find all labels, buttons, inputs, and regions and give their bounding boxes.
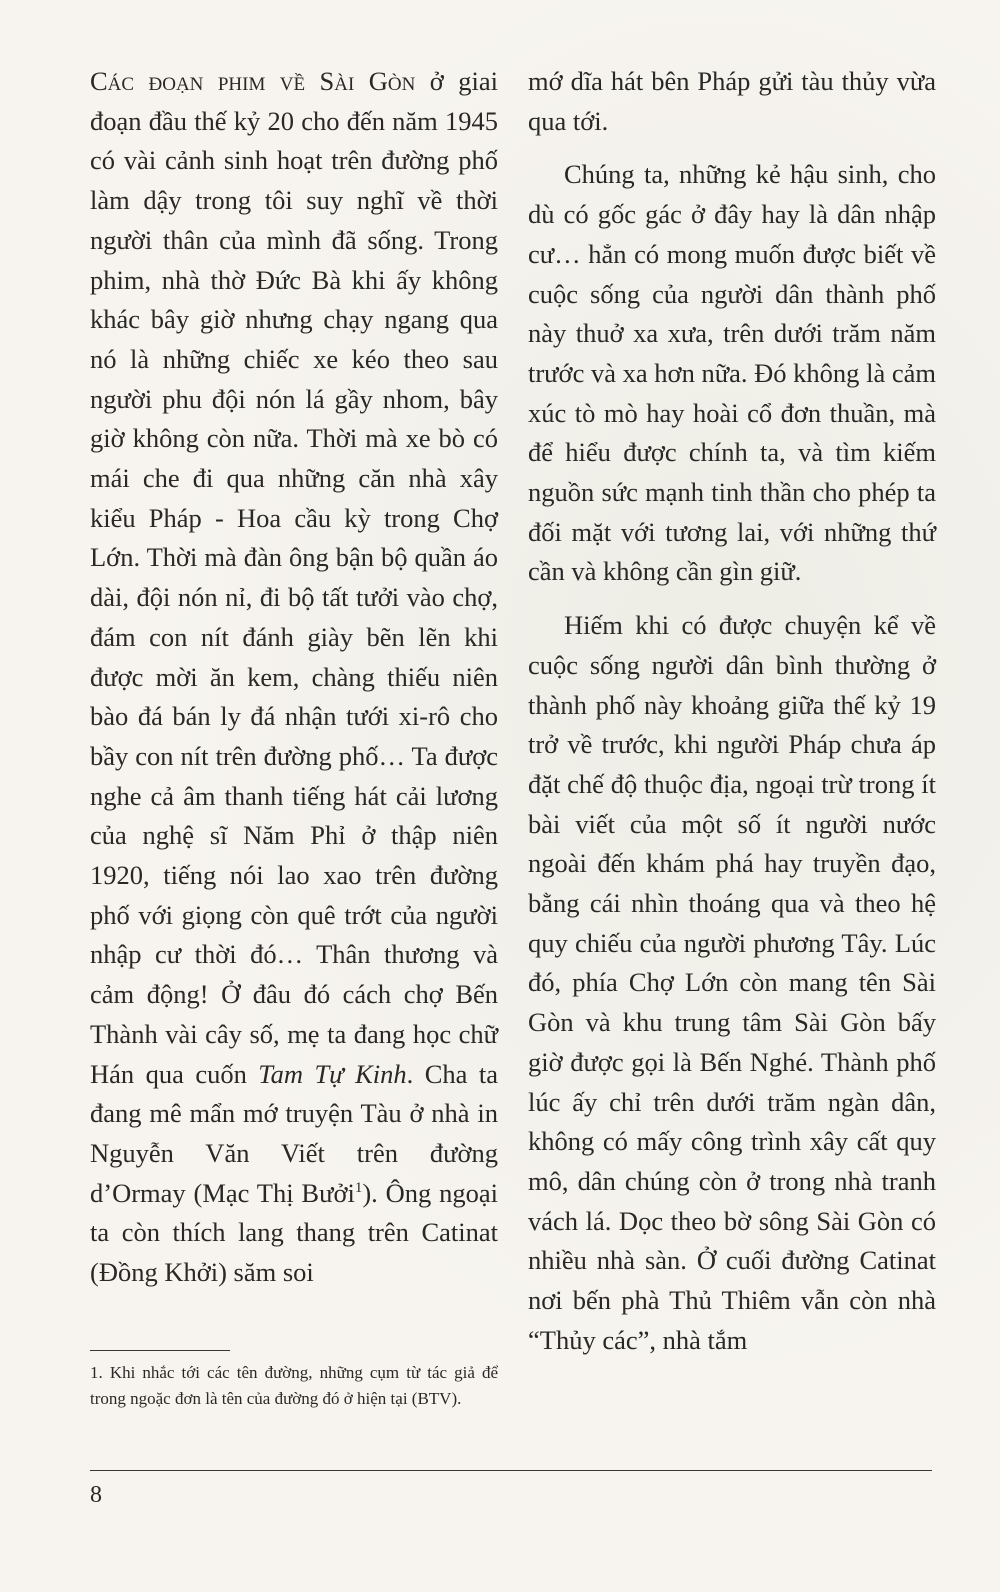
paragraph-1-text-a: ở giai đoạn đầu thế kỷ 20 cho đến năm 1945 có vài cảnh sinh hoạt trên đường phố làm dậy trong tôi suy nghĩ về thời người thân của mình đã sống. Trong phim, nhà thờ Đức Bà khi ấy không khác bây giờ nhưng chạy ngang qua nó là những chiếc xe kéo theo sau người phu đội nón lá gầy nhom, bây giờ không còn nữa. Thời mà xe bò có mái che đi qua những căn nhà xây kiểu Pháp - Hoa cầu kỳ trong Chợ Lớn. Thời mà đàn ông bận bộ quần áo dài, đội nón nỉ, đi bộ tất tưởi vào chợ, đám con nít đánh giày bẽn lẽn khi được mời ăn kem, chàng thiếu niên bào đá bán ly đá nhận tưới xi-rô cho bầy con nít trên đường phố… Ta được nghe cả âm thanh tiếng hát cải lương của nghệ sĩ Năm Phỉ ở thập niên 1920, tiếng nói lao xao trên đường phố với giọng còn quê trớt của người nhập cư thời đó… Thân thương và cảm động! Ở đâu đó cách chợ Bến Thành vài cây số, mẹ ta đang học chữ Hán qua cuốn xyxy=(90,66,498,1089)
page-number: 8 xyxy=(90,1482,102,1508)
paragraph-3: Hiếm khi có được chuyện kể về cuộc sống người dân bình thường ở thành phố này khoảng giữa thế kỷ 19 trở về trước, khi người Pháp chưa áp đặt chế độ thuộc địa, ngoại trừ trong ít bài viết của một số ít người nước ngoài đến khám phá hay truyền đạo, bằng cái nhìn thoáng qua và theo hệ quy chiếu của người phương Tây. Lúc đó, phía Chợ Lớn còn mang tên Sài Gòn và khu trung tâm Sài Gòn bấy giờ được gọi là Bến Nghé. Thành phố lúc ấy chỉ trên dưới trăm ngàn dân, không có mấy công trình xây cất quy mô, dân chúng còn ở trong nhà tranh vách lá. Dọc theo bờ sông Sài Gòn có nhiều nhà sàn. Ở cuối đường Catinat nơi bến phà Thủ Thiêm vẫn còn nhà “Thủy các”, nhà tắm xyxy=(528,610,936,1355)
lead-in-smallcaps: Các đoạn phim về Sài Gòn xyxy=(90,66,416,96)
paragraph-1-text-b: . Cha ta đang mê mẩn mớ truyện Tàu ở nhà in Nguyễn Văn Viết trên đường d’Ormay (Mạc Thị Bưởi xyxy=(90,1058,498,1208)
paragraph-1 xyxy=(90,62,498,1293)
paragraph-1-text-c: ). Ông ngoại ta còn thích lang thang trên Catinat (Đồng Khởi) săm soi xyxy=(90,1177,498,1288)
left-column xyxy=(90,62,498,1293)
paragraph-2: Chúng ta, những kẻ hậu sinh, cho dù có gốc gác ở đây hay là dân nhập cư… hẳn có mong muốn được biết về cuộc sống của người dân thành phố này thuở xa xưa, trên dưới trăm năm trước và xa hơn nữa. Đó không là cảm xúc tò mò hay hoài cổ đơn thuần, mà để hiểu được chính ta, và tìm kiếm nguồn sức mạnh tinh thần cho phép ta đối mặt với tương lai, với những thứ cần và không cần gìn giữ. xyxy=(528,159,936,587)
footnote-reference: 1 xyxy=(354,1179,363,1196)
book-title-italic: Tam Tự Kinh xyxy=(258,1058,407,1089)
footer-rule xyxy=(90,1470,932,1471)
footnote-divider xyxy=(90,1350,230,1351)
paragraph-1-continued: mớ dĩa hát bên Pháp gửi tàu thủy vừa qua tới. xyxy=(528,66,936,136)
right-column xyxy=(528,62,936,1361)
footnote: 1. Khi nhắc tới các tên đường, những cụm từ tác giả để trong ngoặc đơn là tên của đường đó ở hiện tại (BTV). xyxy=(90,1363,498,1408)
